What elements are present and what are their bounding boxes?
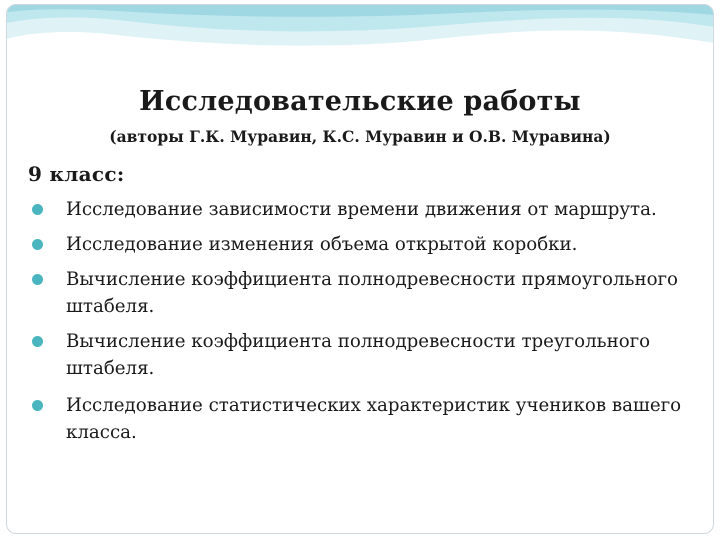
bullet-dot-icon [32, 336, 43, 347]
bullet-text: Вычисление коэффициента полнодревесности прямоугольного штабеля. [66, 269, 678, 317]
bullet-dot-icon [32, 239, 43, 250]
bullet-dot-icon [32, 274, 43, 285]
bullet-item [28, 196, 708, 223]
bullet-text: Исследование статистических характеристик учеников вашего класса. [66, 395, 682, 443]
grade-heading: 9 класс: [28, 162, 125, 186]
bullet-item [28, 231, 708, 258]
bullet-text: Вычисление коэффициента полнодревесности треугольного штабеля. [66, 331, 651, 379]
bullet-text: Исследование изменения объема открытой коробки. [66, 234, 578, 255]
bullet-dot-icon [32, 204, 43, 215]
bullet-item [28, 328, 708, 382]
bullet-item [28, 392, 708, 446]
bullet-item [28, 266, 708, 320]
bullet-text: Исследование зависимости времени движения от маршрута. [66, 199, 657, 220]
research-bullet-list [28, 196, 708, 454]
bullet-dot-icon [32, 400, 43, 411]
slide-title: Исследовательские работы [139, 86, 581, 117]
slide-subtitle: (авторы Г.К. Муравин, К.С. Муравин и О.В. Муравина) [109, 127, 611, 146]
